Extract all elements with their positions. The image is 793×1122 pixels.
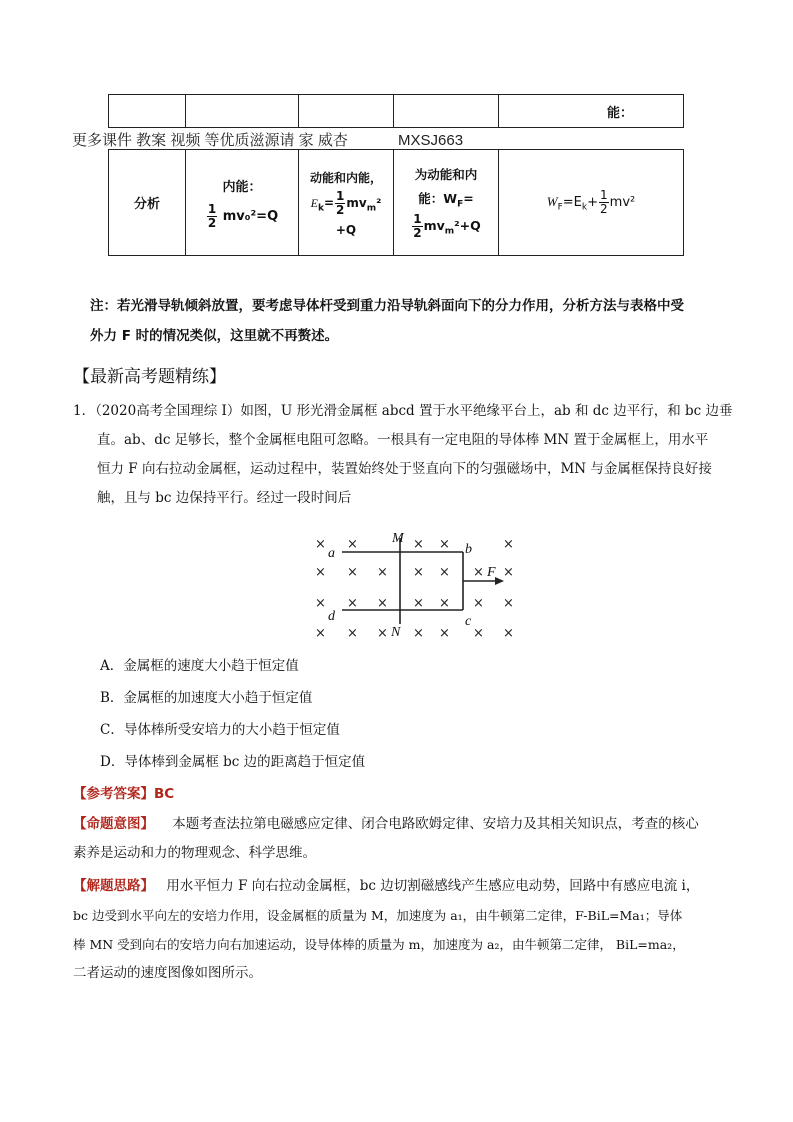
analysis-cell-resistive: 内能： $\frac{1}{2}$ mv₀²=Q xyxy=(186,150,299,256)
field-cross: × xyxy=(439,537,450,552)
top-cell-5-text: 能： xyxy=(606,105,633,121)
field-cross: × xyxy=(473,596,484,611)
field-cross: × xyxy=(413,596,424,611)
analysis-cell-formula: $W_F=E_k+$ $\frac{1}{2}$ mv² xyxy=(499,150,684,256)
field-cross: × xyxy=(315,626,326,641)
label-c: c xyxy=(465,614,472,629)
field-cross: × xyxy=(413,537,424,552)
field-cross: × xyxy=(413,565,424,580)
top-cell-4 xyxy=(394,95,499,128)
fraction-half: $\frac{1}{2}$ xyxy=(413,212,422,241)
field-cross: × xyxy=(377,565,388,580)
field-cross: × xyxy=(347,537,358,552)
field-cross: × xyxy=(347,626,358,641)
field-cross: × xyxy=(439,596,450,611)
top-cell-1 xyxy=(109,95,186,128)
field-cross: × xyxy=(347,596,358,611)
question-text: 1．（2020高考全国理综 I）如图，U 形光滑金属框 abcd 置于水平绝缘平台上，ab 和 dc 边平行，和 bc 边垂 直。ab、dc 足够长，整个金属框电阻可忽略。一根具有一定电阻的导体棒 MN 置于金属框上，用水平 恒力 F 向右拉动金属框，运动过程中，装置始终处于竖直向下的匀强磁场中，MN 与金属框保持良好接 触，且与 bc 边保持平行。经过一段时间后 xyxy=(73,403,733,506)
label-b: b xyxy=(465,542,472,557)
half-mv0-eq: $\frac{1}{2}$ mv₀²=Q xyxy=(207,201,279,230)
analysis-row-label: 分析 xyxy=(109,150,186,256)
fraction-half: $\frac{1}{2}$ xyxy=(600,188,608,216)
solution-label: 【解题思路】 xyxy=(73,878,154,894)
field-cross: × xyxy=(503,596,514,611)
top-cell-2 xyxy=(186,95,299,128)
answer-label: 【参考答案】 xyxy=(73,786,154,802)
intent-paragraph: 【命题意图】 本题考查法拉第电磁感应定律、闭合电路欧姆定律、安培力及其相关知识点，考查的核心 素养是运动和力的物理观念、科学思维。 xyxy=(73,816,699,861)
fraction-half: $\frac{1}{2}$ xyxy=(336,188,345,217)
field-cross: × xyxy=(315,565,326,580)
note-paragraph: 注：若光滑导轨倾斜放置，要考虑导体杆受到重力沿导轨斜面向下的分力作用，分析方法与表格中受 外力 F 时的情况类似，这里就不再赘述。 xyxy=(90,298,684,344)
analysis-table xyxy=(108,149,684,256)
answer-value: BC xyxy=(154,786,175,802)
analysis-cell-work: 为动能和内 能：$W_F=$ $\frac{1}{2}$ $mv_m^2+Q$ xyxy=(394,150,499,256)
field-cross: × xyxy=(439,565,450,580)
field-cross: × xyxy=(503,565,514,580)
label-M: M xyxy=(392,531,404,546)
top-cell-5 xyxy=(499,95,684,128)
field-cross: × xyxy=(347,565,358,580)
field-cross: × xyxy=(377,596,388,611)
intent-label: 【命题意图】 xyxy=(73,816,154,832)
label-N: N xyxy=(391,625,401,640)
analysis-cell-kinetic: 动能和内能， $E_k=$ $\frac{1}{2}$ $mv_m^2$ +Q xyxy=(299,150,394,256)
top-cell-3 xyxy=(299,95,394,128)
field-cross: × xyxy=(503,537,514,552)
option-d[interactable]: D．导体棒到金属框 bc 边的距离趋于恒定值 xyxy=(100,754,366,770)
field-cross: × xyxy=(315,537,326,552)
watermark-line xyxy=(72,129,463,150)
option-a[interactable]: A．金属框的速度大小趋于恒定值 xyxy=(100,658,299,674)
label-a: a xyxy=(328,546,335,561)
watermark-text: 更多课件 教案 视频 等优质滋源请 家 威杏 xyxy=(72,132,348,149)
answer-line xyxy=(73,782,174,802)
field-cross: × xyxy=(315,596,326,611)
fraction-half: $\frac{1}{2}$ xyxy=(207,201,217,230)
option-c[interactable]: C．导体棒所受安培力的大小趋于恒定值 xyxy=(100,722,340,738)
field-cross: × xyxy=(439,626,450,641)
field-cross: × xyxy=(473,626,484,641)
options-list xyxy=(100,656,365,772)
field-cross: × xyxy=(473,565,484,580)
label-d: d xyxy=(328,609,335,624)
magnetic-field-figure xyxy=(305,524,530,644)
field-cross: × xyxy=(377,626,388,641)
watermark-code: MXSJ663 xyxy=(398,132,464,149)
section-heading: 【最新高考题精练】 xyxy=(73,367,226,387)
option-b[interactable]: B．金属框的加速度大小趋于恒定值 xyxy=(100,690,313,706)
top-table xyxy=(108,94,684,128)
solution-paragraph: 【解题思路】 用水平恒力 F 向右拉动金属框，bc 边切割磁感线产生感应电动势，回路中有感应电流 i， bc 边受到水平向左的安培力作用，设金属框的质量为 M，加速度为 a₁，由牛顿第二定律，F-BiL=Ma₁；导体 棒 MN 受到向右的安培力向右加速运动，设导体棒的质量为 m，加速度为 a₂，由牛顿第二定律， BiL=ma₂， 二者运动的速度图像如图所示。 xyxy=(73,878,700,981)
label-F: F xyxy=(487,565,496,580)
field-cross: × xyxy=(503,626,514,641)
field-cross: × xyxy=(413,626,424,641)
